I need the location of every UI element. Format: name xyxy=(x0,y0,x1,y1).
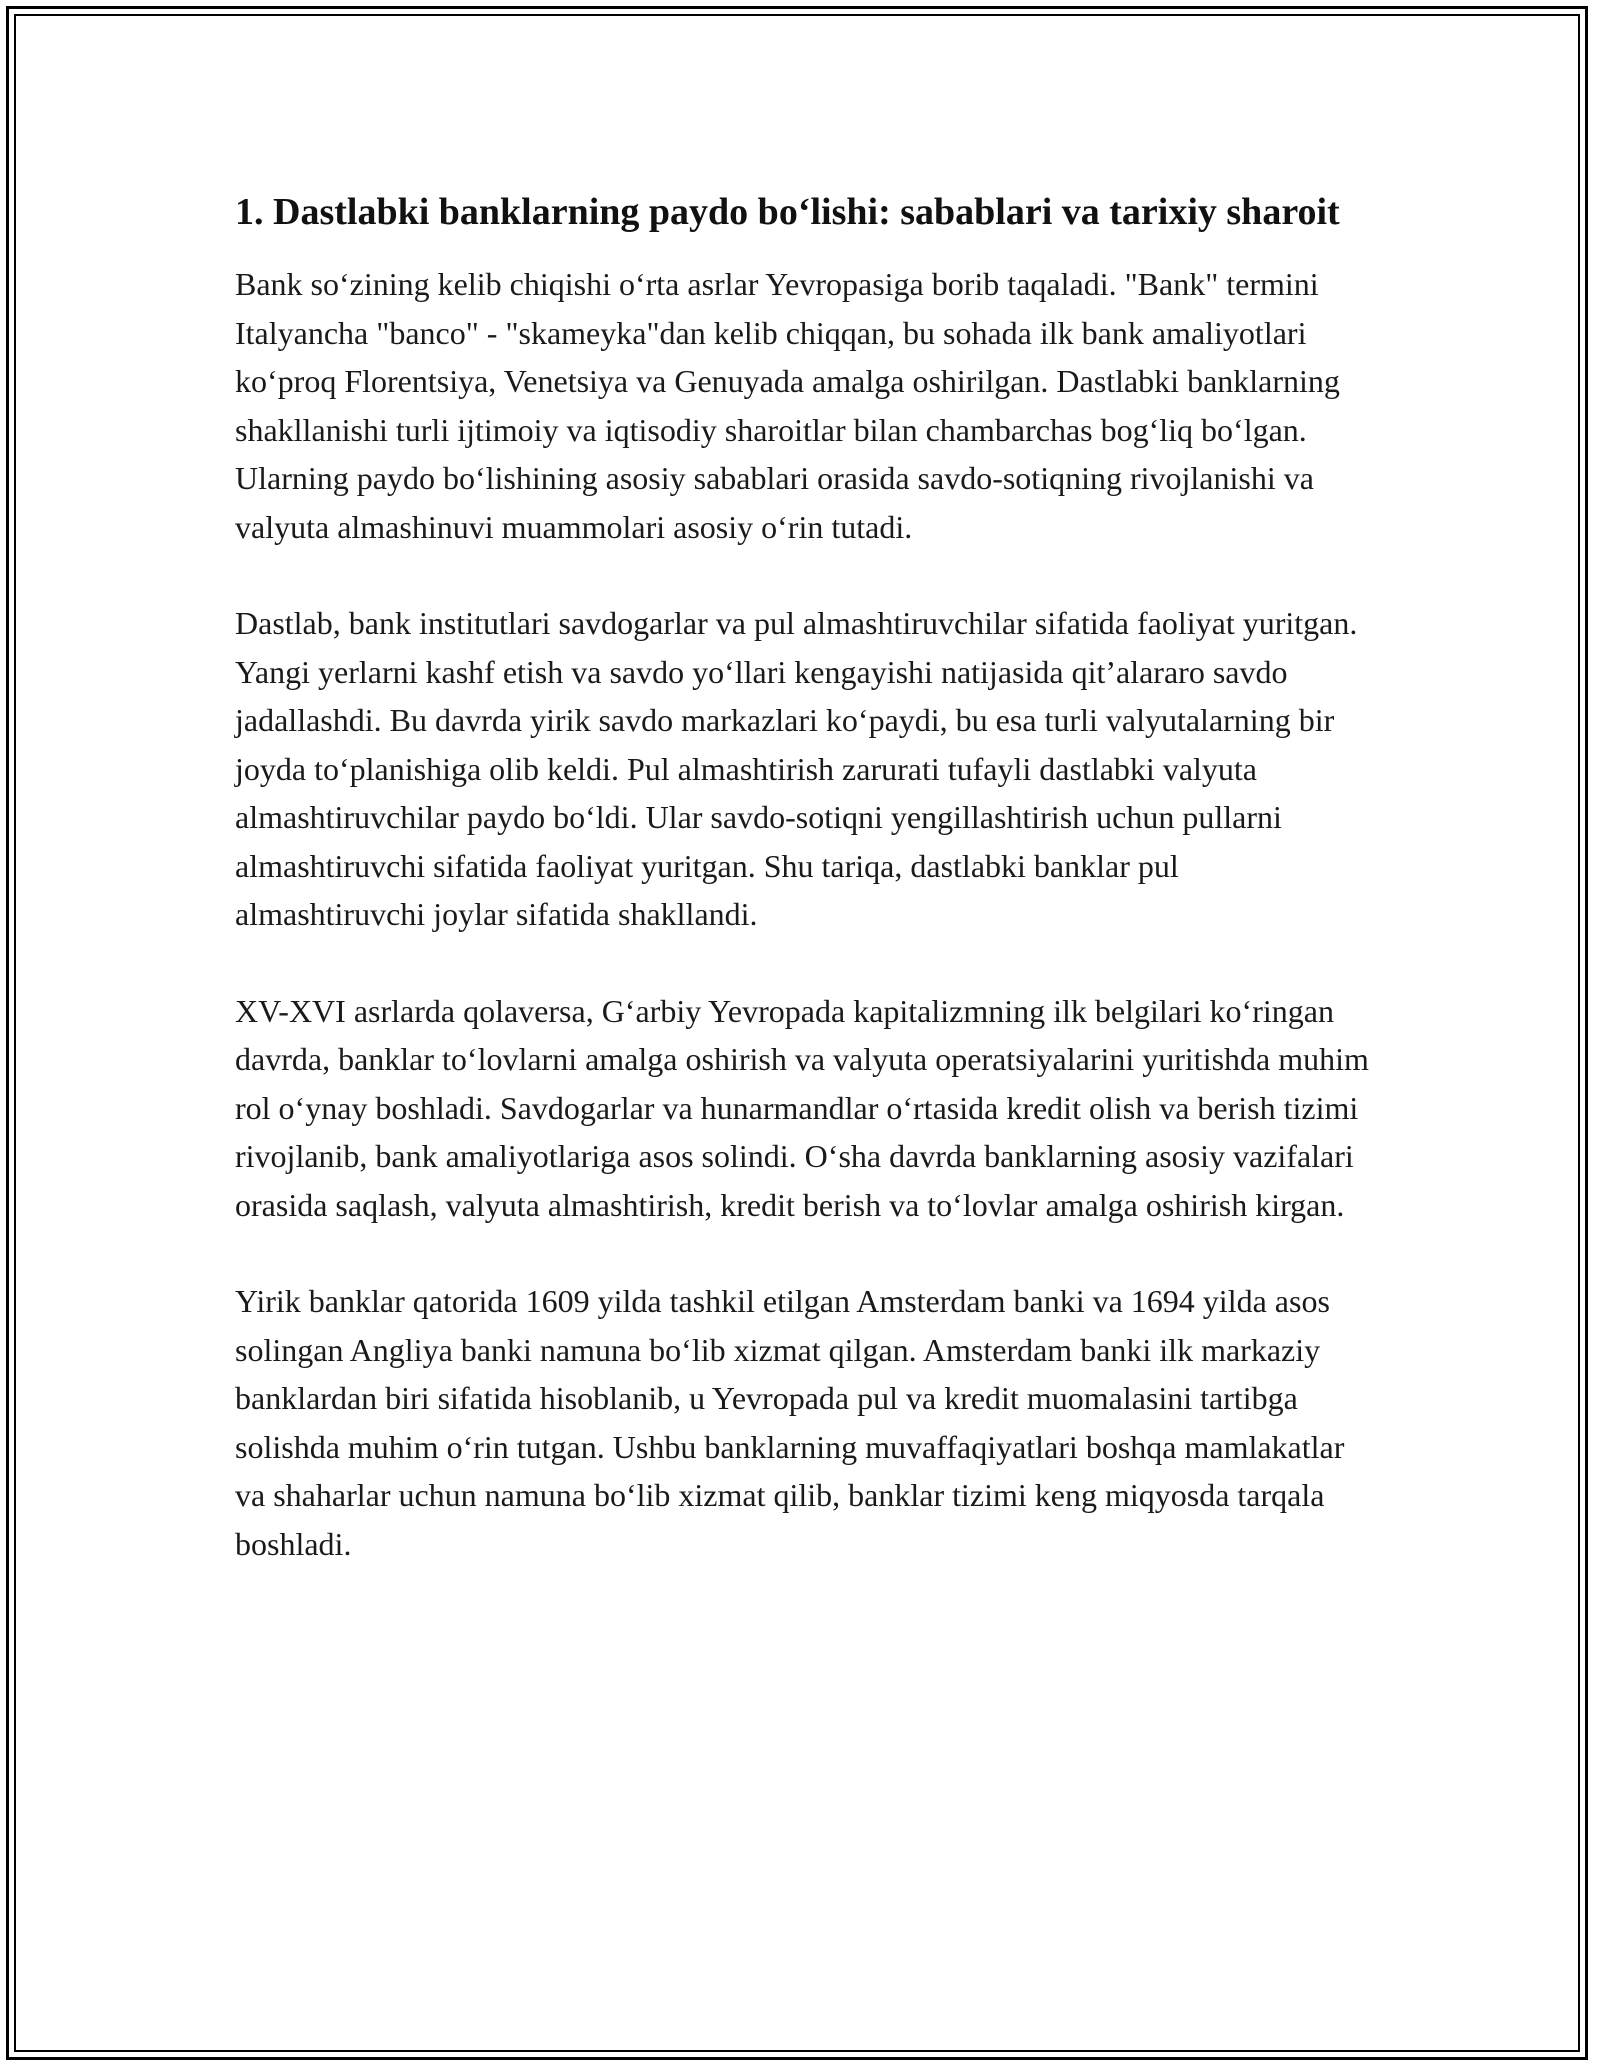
paragraph-3: XV-XVI asrlarda qolaversa, G‘arbiy Yevropada kapitalizmning ilk belgilari ko‘ringan davrda, banklar to‘lovlarni amalga oshirish va valyuta operatsiyalarini yuritishda muhim rol o‘ynay boshladi. Savdogarlar va hunarmandlar o‘rtasida kredit olish va berish tizimi rivojlanib, bank amaliyotlariga asos solindi. O‘sha davrda banklarning asosiy vazifalari orasida saqlash, valyuta almashtirish, kredit berish va to‘lovlar amalga oshirish kirgan. xyxy=(235,992,1369,1223)
paragraph-1: Bank so‘zining kelib chiqishi o‘rta asrlar Yevropasiga borib taqaladi. "Bank" termini Italyancha "banco" - "skameyka"dan kelib chiqqan, bu sohada ilk bank amaliyotlari ko‘proq Florentsiya, Venetsiya va Genuyada amalga oshirilgan. Dastlabki banklarning shakllanishi turli ijtimoiy va iqtisodiy sharoitlar bilan chambarchas bog‘liq bo‘lgan. Ularning paydo bo‘lishining asosiy sabablari orasida savdo-sotiqning rivojlanishi va valyuta almashinuvi muammolari asosiy o‘rin tutadi. xyxy=(235,266,1340,545)
paragraph-2: Dastlab, bank institutlari savdogarlar va pul almashtiruvchilar sifatida faoliyat yuritgan. Yangi yerlarni kashf etish va savdo yo‘llari kengayishi natijasida qit’alararo savdo jadallashdi. Bu davrda yirik savdo markazlari ko‘paydi, bu esa turli valyutalarning bir joyda to‘planishiga olib keldi. Pul almashtirish zarurati tufayli dastlabki valyuta almashtiruvchilar paydo bo‘ldi. Ular savdo-sotiqni yengillashtirish uchun pullarni almashtiruvchi sifatida faoliyat yuritgan. Shu tariqa, dastlabki banklar pul almashtiruvchi joylar sifatida shakllandi. xyxy=(235,605,1358,932)
paragraph-4: Yirik banklar qatorida 1609 yilda tashkil etilgan Amsterdam banki va 1694 yilda asos solingan Angliya banki namuna bo‘lib xizmat qilgan. Amsterdam banki ilk markaziy banklardan biri sifatida hisoblanib, u Yevropada pul va kredit muomalasini tartibga solishda muhim o‘rin tutgan. Ushbu banklarning muvaffaqiyatlari boshqa mamlakatlar va shaharlar uchun namuna bo‘lib xizmat qilib, banklar tizimi keng miqyosda tarqala boshladi. xyxy=(235,1283,1345,1562)
document-content xyxy=(235,185,1375,1616)
section-heading: 1. Dastlabki banklarning paydo bo‘lishi: sabablari va tarixiy sharoit xyxy=(235,191,1340,233)
